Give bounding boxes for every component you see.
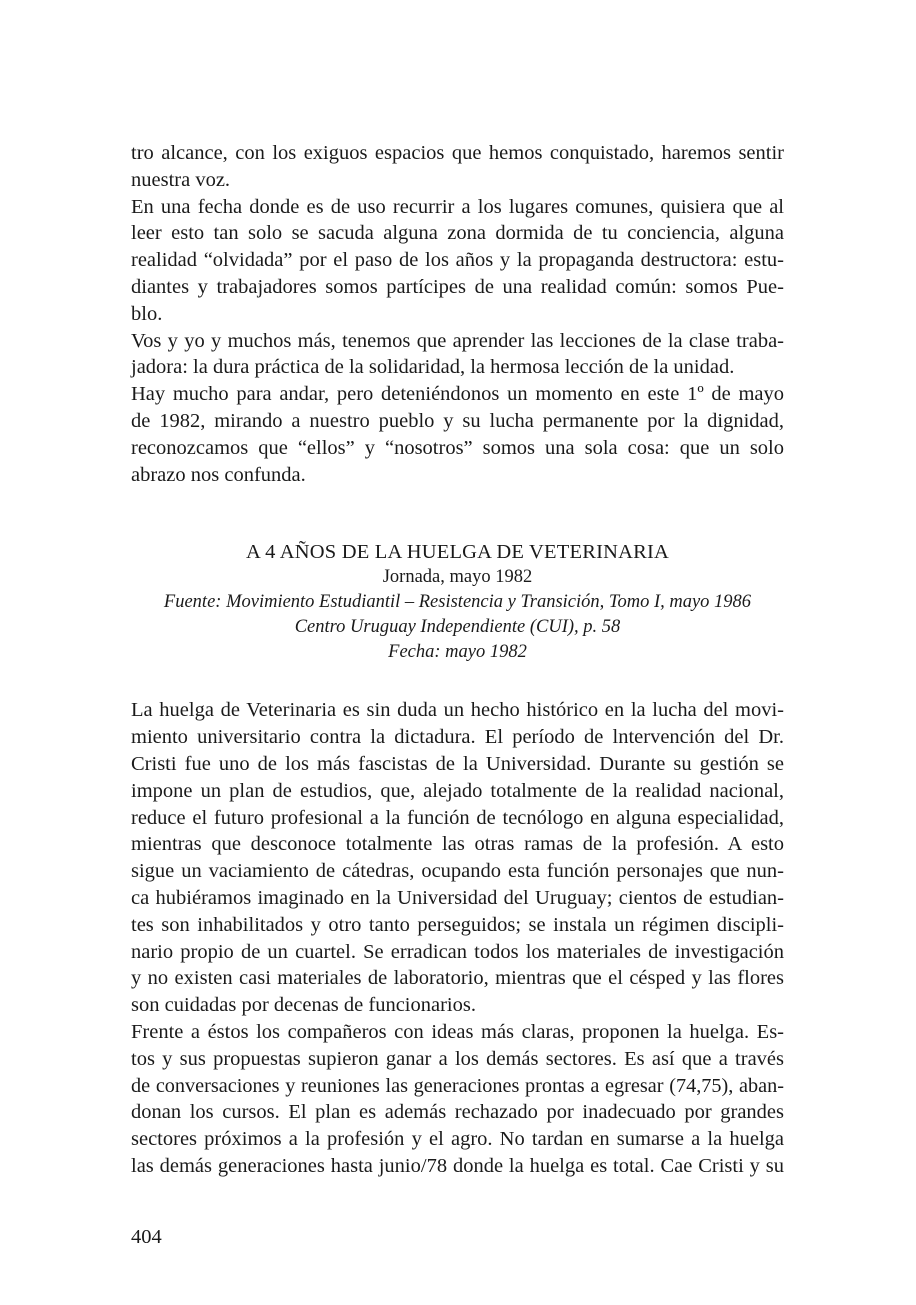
intro-paragraphs bbox=[131, 140, 784, 488]
text-line: de 1982, mirando a nuestro pueblo y su lucha permanente por la dignidad, bbox=[131, 409, 784, 432]
text-line: jadora: la dura práctica de la solidaridad, la hermosa lección de la unidad. bbox=[131, 356, 735, 379]
text-line: las demás generaciones hasta junio/78 donde la huelga es total. Cae Cristi y su bbox=[131, 1154, 784, 1177]
source-line: Centro Uruguay Independiente (CUI), p. 58 bbox=[294, 617, 621, 638]
text-line: mientras que desconoce totalmente las otras ramas de la profesión. A esto bbox=[131, 833, 784, 856]
text-line: son cuidadas por decenas de funcionarios. bbox=[131, 994, 476, 1017]
section-title: A 4 AÑOS DE LA HUELGA DE VETERINARIA bbox=[245, 541, 670, 564]
text-line: tos y sus propuestas supieron ganar a los demás sectores. Es así que a través bbox=[131, 1047, 784, 1070]
text-line: Frente a éstos los compañeros con ideas más claras, proponen la huelga. Es- bbox=[131, 1020, 784, 1043]
text-line: donan los cursos. El plan es además rechazado por inadecuado por grandes bbox=[131, 1101, 784, 1124]
text-line: La huelga de Veterinaria es sin duda un hecho histórico en la lucha del movi- bbox=[131, 699, 784, 722]
text-line: Vos y yo y muchos más, tenemos que aprender las lecciones de la clase traba- bbox=[131, 329, 784, 352]
text-line: diantes y trabajadores somos partícipes de una realidad común: somos Pue- bbox=[131, 275, 784, 298]
date-line: Fecha: mayo 1982 bbox=[388, 642, 527, 663]
text-line: abrazo nos confunda. bbox=[131, 463, 306, 486]
text-line: reduce el futuro profesional a la función de tecnólogo en alguna especialidad, bbox=[131, 806, 784, 829]
text-line: ca hubiéramos imaginado en la Universidad del Uruguay; cientos de estudian- bbox=[131, 886, 784, 909]
text-line: y no existen casi materiales de laboratorio, mientras que el césped y las flores bbox=[131, 967, 784, 990]
text-line: blo. bbox=[131, 302, 163, 325]
text-line: tes son inhabilitados y otro tanto perseguidos; se instala un régimen discipli- bbox=[131, 913, 784, 936]
text-line: sectores próximos a la profesión y el agro. No tardan en sumarse a la huelga bbox=[131, 1128, 784, 1151]
text-line: de conversaciones y reuniones las generaciones prontas a egresar (74,75), aban- bbox=[131, 1074, 784, 1097]
text-line: leer esto tan solo se sacuda alguna zona dormida de tu conciencia, alguna bbox=[131, 222, 784, 245]
section-heading bbox=[131, 539, 784, 665]
page-content bbox=[131, 140, 784, 1180]
text-line: tro alcance, con los exiguos espacios que hemos conquistado, haremos sentir bbox=[131, 142, 784, 164]
text-line: En una fecha donde es de uso recurrir a los lugares comunes, quisiera que al bbox=[131, 195, 784, 218]
text-line: Hay mucho para andar, pero deteniéndonos un momento en este 1º de mayo bbox=[131, 383, 784, 406]
text-line: nuestra voz. bbox=[131, 168, 231, 191]
page-number: 404 bbox=[131, 1226, 162, 1248]
section-subtitle: Jornada, mayo 1982 bbox=[382, 567, 533, 588]
text-line: sigue un vaciamiento de cátedras, ocupando esta función personajes que nun- bbox=[131, 860, 784, 883]
text-line: realidad “olvidada” por el paso de los años y la propaganda destructora: estu- bbox=[131, 249, 784, 272]
text-line: impone un plan de estudios, que, alejado totalmente de la realidad nacional, bbox=[131, 779, 784, 802]
source-line: Fuente: Movimiento Estudiantil – Resistencia y Transición, Tomo I, mayo 1986 bbox=[163, 592, 752, 613]
text-line: miento universitario contra la dictadura. El período de lntervención del Dr. bbox=[131, 726, 784, 749]
text-line: Cristi fue uno de los más fascistas de la Universidad. Durante su gestión se bbox=[131, 752, 784, 775]
text-line: nario propio de un cuartel. Se erradican todos los materiales de investigación bbox=[131, 940, 784, 963]
text-line: reconozcamos que “ellos” y “nosotros” somos una sola cosa: que un solo bbox=[131, 436, 784, 459]
body-paragraphs bbox=[131, 697, 784, 1179]
